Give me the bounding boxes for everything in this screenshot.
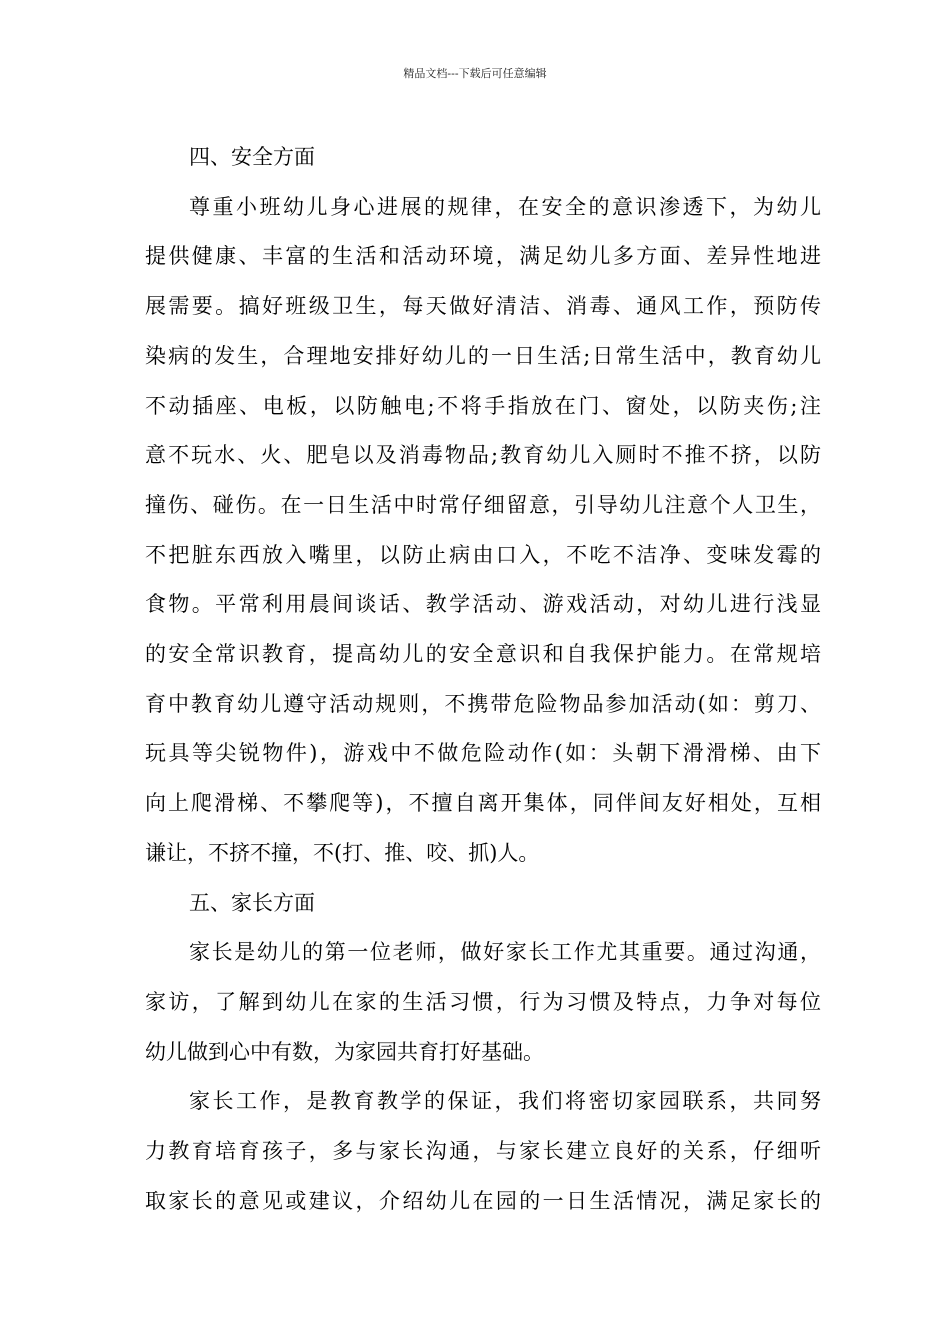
document-body	[145, 133, 821, 1226]
text-line: 幼儿做到心中有数，为家园共育打好基础。	[145, 1039, 544, 1064]
text-line: 提供健康、丰富的生活和活动环境，满足幼儿多方面、差异性地进	[145, 244, 821, 269]
text-line: 不动插座、电板，以防触电;不将手指放在门、窗处，以防夹伤;注	[145, 393, 821, 418]
text-line: 食物。平常利用晨间谈话、教学活动、游戏活动，对幼儿进行浅显	[145, 592, 821, 617]
text-line: 谦让，不挤不撞，不(打、推、咬、抓)人。	[145, 840, 540, 865]
paragraph-safety	[145, 183, 821, 879]
paragraph-parents-1	[145, 928, 821, 1077]
text-line: 家访，了解到幼儿在家的生活习惯，行为习惯及特点，力争对每位	[145, 989, 821, 1014]
text-line: 撞伤、碰伤。在一日生活中时常仔细留意，引导幼儿注意个人卫生，	[145, 492, 821, 517]
text-line: 育中教育幼儿遵守活动规则，不携带危险物品参加活动(如：剪刀、	[145, 691, 821, 716]
paragraph-parents-2	[145, 1077, 821, 1226]
text-line: 取家长的意见或建议，介绍幼儿在园的一日生活情况，满足家长的	[145, 1188, 821, 1213]
page-header: 精品文档---下载后可任意编辑	[403, 67, 547, 80]
text-line: 向上爬滑梯、不攀爬等)，不擅自离开集体，同伴间友好相处，互相	[145, 791, 821, 816]
text-line: 不把脏东西放入嘴里，以防止病由口入，不吃不洁净、变味发霉的	[145, 542, 821, 567]
text-line: 家长工作，是教育教学的保证，我们将密切家园联系，共同努	[189, 1089, 821, 1114]
text-line: 玩具等尖锐物件)，游戏中不做危险动作(如：头朝下滑滑梯、由下	[145, 741, 821, 766]
section-heading-safety: 四、安全方面	[189, 145, 315, 169]
section-heading-parents: 五、家长方面	[189, 890, 315, 915]
text-line: 展需要。搞好班级卫生，每天做好清洁、消毒、通风工作，预防传	[145, 294, 821, 319]
text-line: 家长是幼儿的第一位老师，做好家长工作尤其重要。通过沟通，	[189, 940, 821, 965]
text-line: 染病的发生，合理地安排好幼儿的一日生活;日常生活中，教育幼儿	[145, 343, 821, 368]
text-line: 的安全常识教育，提高幼儿的安全意识和自我保护能力。在常规培	[145, 642, 821, 667]
text-line: 尊重小班幼儿身心进展的规律，在安全的意识渗透下，为幼儿	[189, 194, 821, 219]
text-line: 力教育培育孩子，多与家长沟通，与家长建立良好的关系，仔细听	[145, 1139, 821, 1164]
text-line: 意不玩水、火、肥皂以及消毒物品;教育幼儿入厕时不推不挤，以防	[145, 443, 821, 468]
